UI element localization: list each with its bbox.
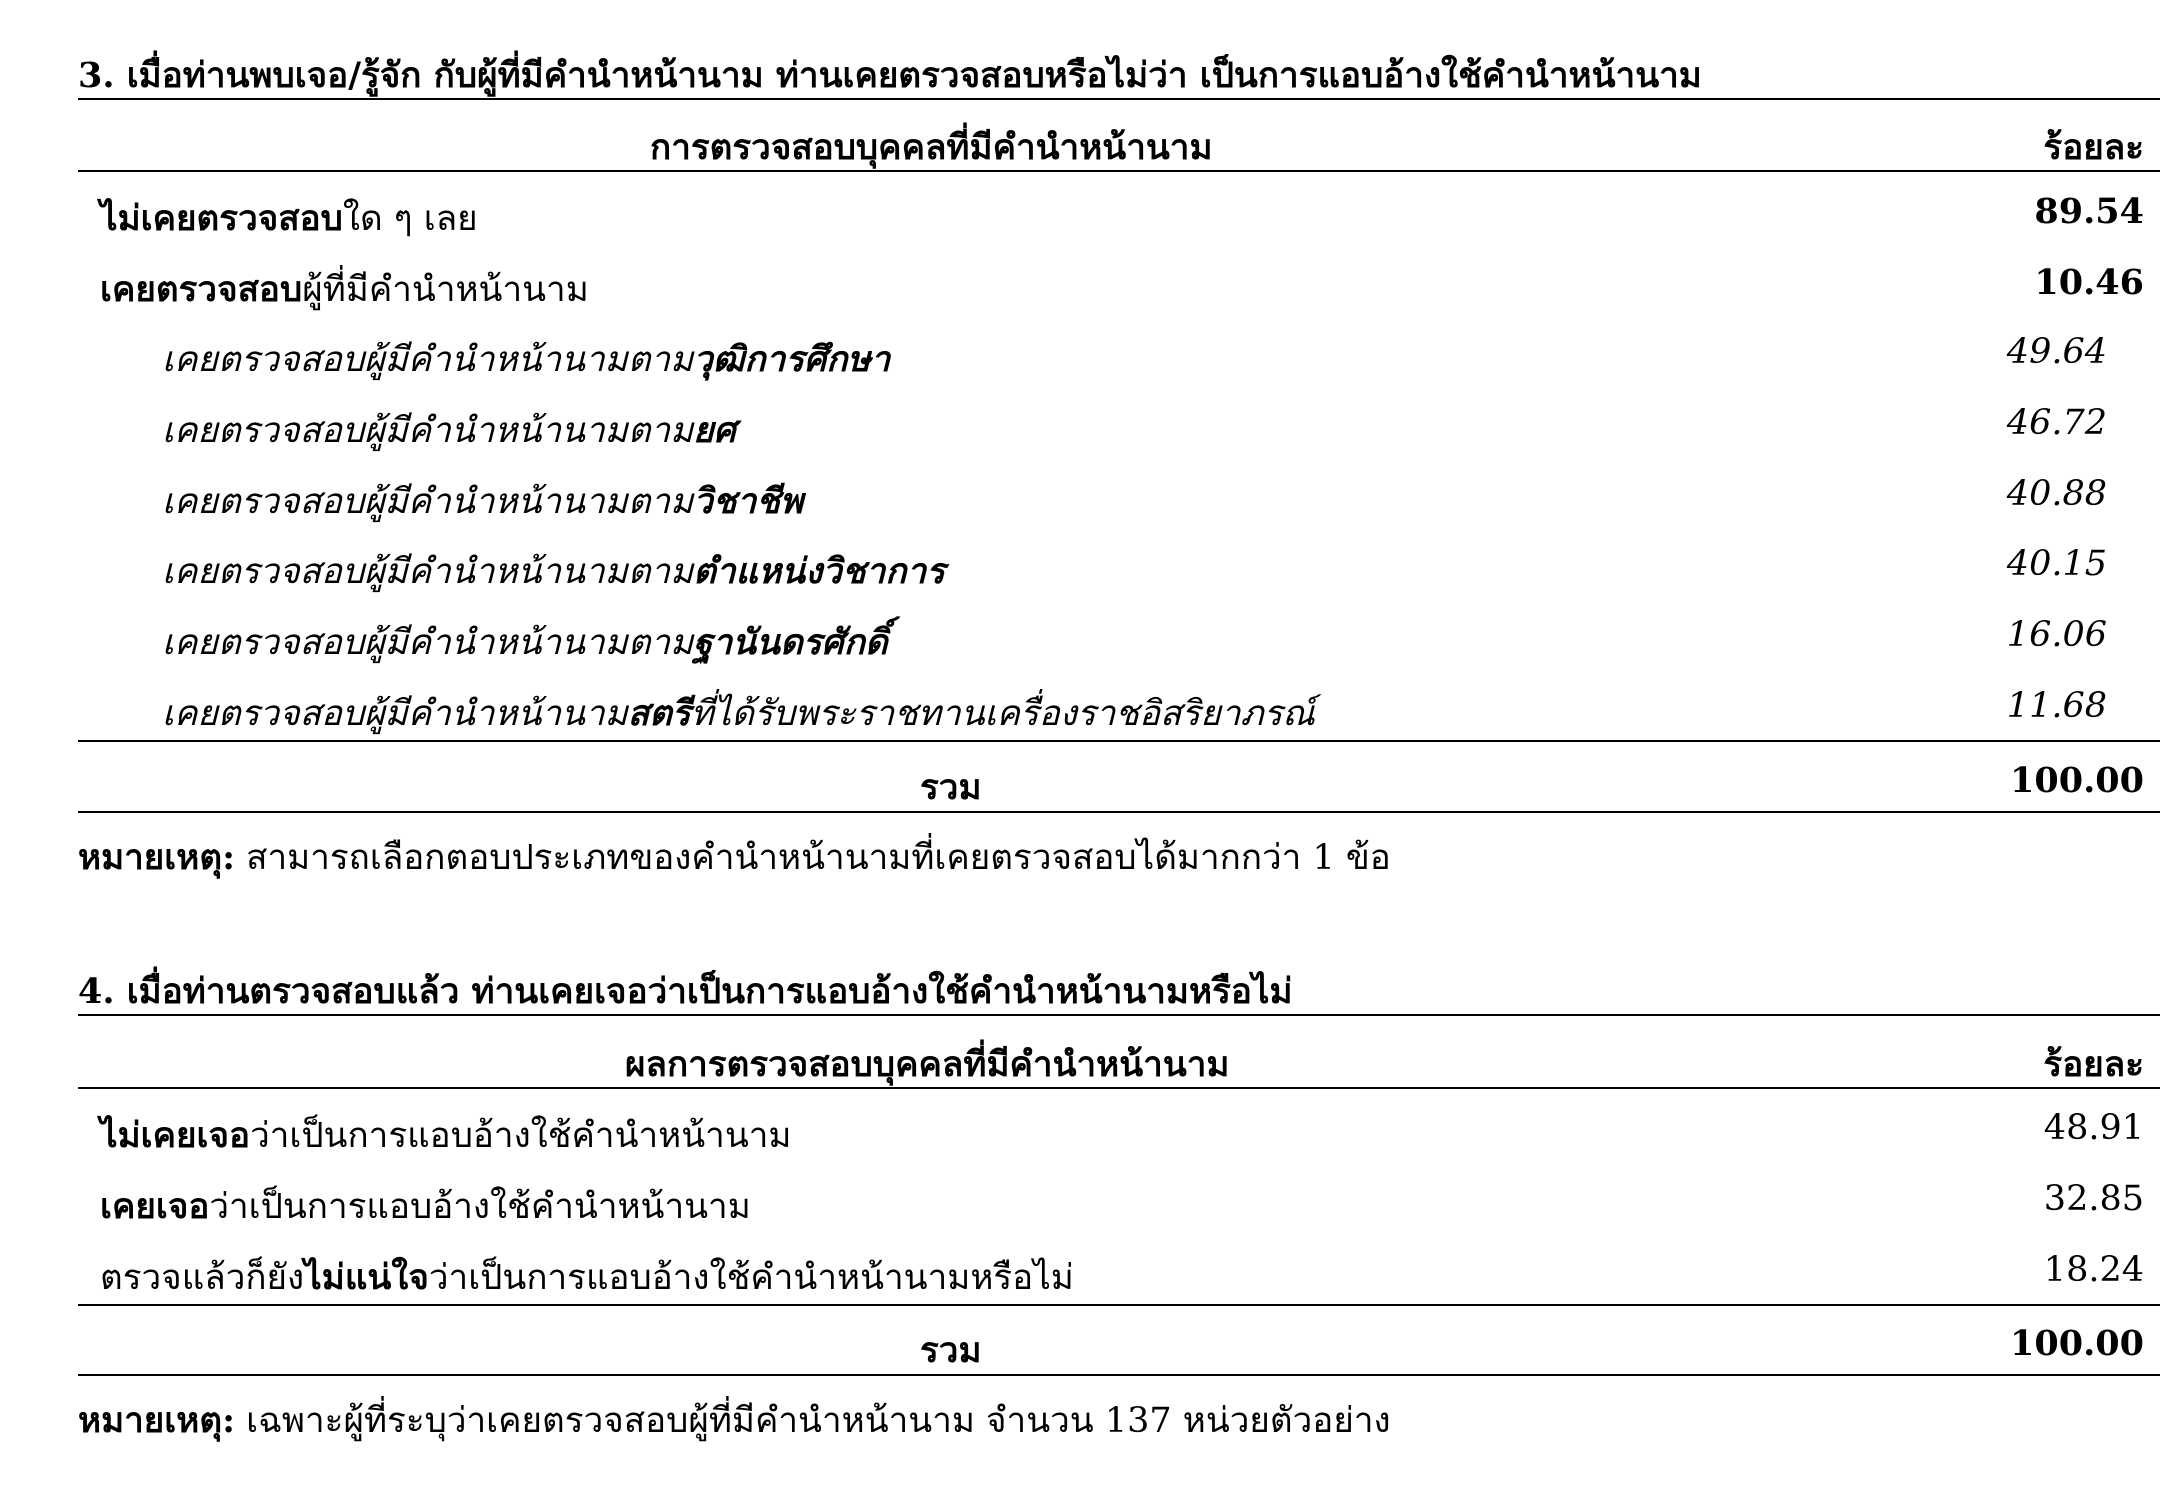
row-value: 18.24 [2043,1250,2144,1290]
subrow-label: เคยตรวจสอบผู้มีคำนำหน้านามตามวิชาชีพ [162,481,804,522]
q3-header-rule [78,170,2160,172]
note-text: เฉพาะผู้ที่ระบุว่าเคยตรวจสอบผู้ที่มีคำนำหน้านาม จำนวน 137 หน่วยตัวอย่าง [235,1401,1391,1441]
row-label: ตรวจแล้วก็ยังไม่แน่ใจว่าเป็นการแอบอ้างใช้คำนำหน้านามหรือไม่ [100,1257,1074,1298]
q4-bottom-rule [78,1374,2160,1376]
q4-col-item-header: ผลการตรวจสอบบุคคลที่มีคำนำหน้านาม [625,1044,1230,1085]
q4-top-rule [78,1014,2160,1016]
q4-header-rule [78,1087,2160,1089]
q4-total-top-rule [78,1304,2160,1306]
q3-col-item-header: การตรวจสอบบุคคลที่มีคำนำหน้านาม [650,127,1213,168]
q3-total-value: 100.00 [2010,760,2144,801]
note-label: หมายเหตุ: [78,837,235,878]
subrow-value: 40.88 [2006,474,2107,514]
subrow-label: เคยตรวจสอบผู้มีคำนำหน้านามตามตำแหน่งวิชาการ [162,551,945,592]
q3-col-pct-header: ร้อยละ [2043,127,2144,168]
row-value: 32.85 [2043,1179,2144,1219]
row-value: 10.46 [2034,262,2144,303]
subrow-label: เคยตรวจสอบผู้มีคำนำหน้านามตามวุฒิการศึกษา [162,339,891,380]
q4-title: 4. เมื่อท่านตรวจสอบแล้ว ท่านเคยเจอว่าเป็นการแอบอ้างใช้คำนำหน้านามหรือไม่ [78,971,1293,1012]
subrow-label: เคยตรวจสอบผู้มีคำนำหน้านามตามยศ [162,410,736,451]
note-label: หมายเหตุ: [78,1400,235,1441]
q4-note [78,1393,1391,1448]
q3-bottom-rule [78,811,2160,813]
q3-total-label: รวม [920,767,982,808]
subrow-value: 11.68 [2006,686,2107,726]
row-label: ไม่เคยตรวจสอบใด ๆ เลย [100,198,478,239]
row-label: เคยเจอว่าเป็นการแอบอ้างใช้คำนำหน้านาม [100,1186,751,1227]
subrow-value: 40.15 [2006,544,2107,584]
q4-total-value: 100.00 [2010,1323,2144,1364]
row-value: 48.91 [2043,1108,2144,1148]
row-value: 89.54 [2034,191,2144,232]
q4-total-label: รวม [920,1330,982,1371]
q3-note [78,830,1391,885]
subrow-label: เคยตรวจสอบผู้มีคำนำหน้านามตามฐานันดรศักดิ์ [162,622,888,663]
subrow-label: เคยตรวจสอบผู้มีคำนำหน้านามสตรีที่ได้รับพระราชทานเครื่องราชอิสริยาภรณ์ [162,693,1315,734]
subrow-value: 46.72 [2006,403,2107,443]
row-label: ไม่เคยเจอว่าเป็นการแอบอ้างใช้คำนำหน้านาม [100,1115,792,1156]
note-text: สามารถเลือกตอบประเภทของคำนำหน้านามที่เคยตรวจสอบได้มากกว่า 1 ข้อ [235,838,1391,878]
q4-col-pct-header: ร้อยละ [2043,1044,2144,1085]
q3-title: 3. เมื่อท่านพบเจอ/รู้จัก กับผู้ที่มีคำนำหน้านาม ท่านเคยตรวจสอบหรือไม่ว่า เป็นการแอบอ้างใช้คำนำหน้านาม [78,55,1702,96]
subrow-value: 16.06 [2006,615,2107,655]
row-label: เคยตรวจสอบผู้ที่มีคำนำหน้านาม [100,269,589,310]
q3-top-rule [78,98,2160,100]
subrow-value: 49.64 [2006,332,2107,372]
q3-total-top-rule [78,740,2160,742]
